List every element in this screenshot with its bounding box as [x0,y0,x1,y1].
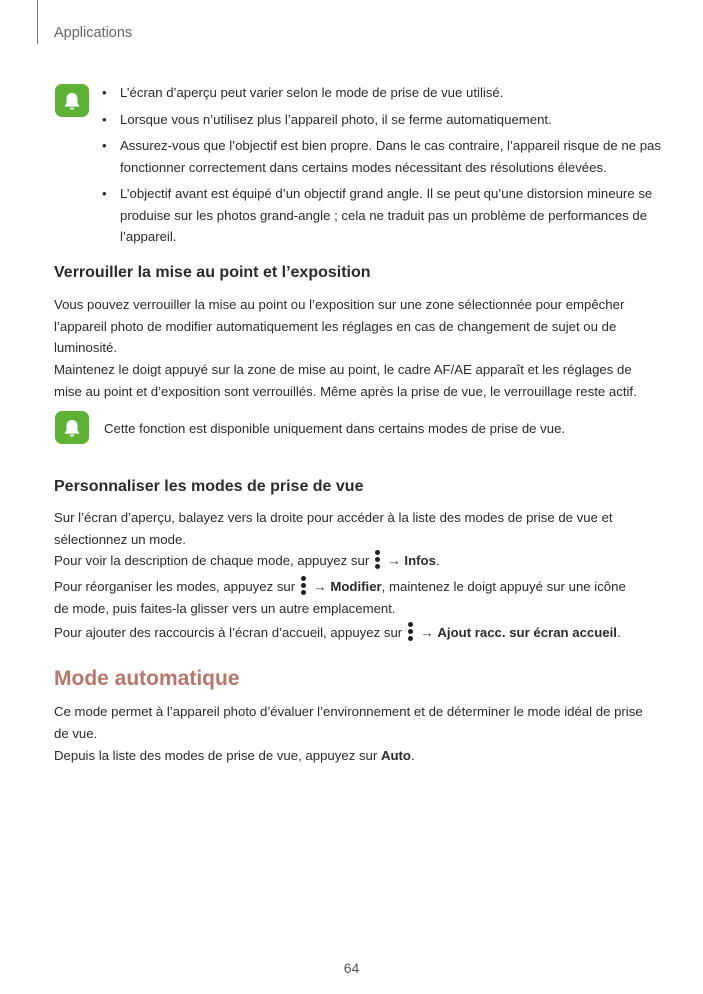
text: . [616,625,621,640]
bell-icon [61,417,83,439]
bell-icon [61,90,83,112]
notice-list [102,82,662,253]
customize-paragraph-1: Sur l’écran d’aperçu, balayez vers la droite pour accéder à la liste des modes de prise de vue et sélectionnez un mode. [54,510,613,547]
arrow: → [387,553,401,568]
text: Pour réorganiser les modes, appuyez sur [54,579,296,594]
notice-text: L’objectif avant est équipé d’un objectif grand angle. Il se peut qu’une distorsion mineure se produise sur les photos grand-angle ; cela ne traduit pas un problème de performances de l’appareil. [120,186,653,244]
bullet-glyph: • [102,186,107,201]
note-bell-icon [55,84,89,117]
customize-paragraph-4 [54,622,644,644]
more-options-icon [301,576,307,595]
heading-lock-focus: Verrouiller la mise au point et l’exposition [54,264,371,281]
infos-label: Infos [404,553,436,568]
auto-label: Auto [380,748,411,763]
arrow: → [420,625,434,640]
shortcut-label: Ajout racc. sur écran accueil [437,625,617,640]
note-bell-icon [55,411,89,444]
page-number: 64 [343,960,360,976]
text: . [435,553,440,568]
auto-paragraph-1: Ce mode permet à l’appareil photo d’évaluer l’environnement et de déterminer le mode idéal de prise de vue. [54,704,643,741]
text: . [410,748,415,763]
text: Depuis la liste des modes de prise de vue, appuyez sur [54,748,378,763]
notice-text: Lorsque vous n’utilisez plus l’appareil photo, il se ferme automatiquement. [120,111,552,127]
bullet-glyph: • [102,111,107,127]
more-options-icon [375,550,381,569]
lock-note: Cette fonction est disponible uniquement dans certains modes de prise de vue. [104,421,566,436]
notice-item [102,109,662,131]
customize-paragraph-3 [54,576,644,619]
lock-paragraph-2: Maintenez le doigt appuyé sur la zone de mise au point, le cadre AF/AE apparaît et les réglages de mise au point et d’exposition sont verrouillés. Même après la prise de vue, le verrouillage reste actif. [54,362,637,399]
bullet-glyph: • [102,85,107,100]
heading-customize-modes: Personnaliser les modes de prise de vue [54,478,364,495]
bullet-glyph: • [102,138,107,153]
section-header: Applications [54,25,133,41]
heading-auto-mode: Mode automatique [54,667,240,690]
notice-item [102,135,662,178]
notice-text: L’écran d’aperçu peut varier selon le mode de prise de vue utilisé. [120,85,504,100]
notice-item [102,82,662,104]
arrow: → [313,579,327,594]
text: Pour ajouter des raccourcis à l’écran d’accueil, appuyez sur [54,625,403,640]
text: , maintenez le doigt appuyé sur une icône de mode, puis faites-la glisser vers un autre emplacement. [54,579,626,616]
margin-rule [37,0,38,44]
customize-paragraph-2 [54,550,644,572]
text: Pour voir la description de chaque mode, appuyez sur [54,553,370,568]
more-options-icon [408,622,414,641]
notice-text: Assurez-vous que l’objectif est bien propre. Dans le cas contraire, l’appareil risque de ne pas fonctionner correctement dans certains modes nécessitant des résolutions élevées. [120,138,661,175]
lock-paragraph-1: Vous pouvez verrouiller la mise au point ou l’exposition sur une zone sélectionnée pour empêcher l’appareil photo de modifier automatiquement les réglages en cas de changement de sujet ou de luminosité. [54,297,625,355]
notice-item [102,183,662,248]
modifier-label: Modifier [330,579,382,594]
auto-paragraph-2 [54,745,644,767]
